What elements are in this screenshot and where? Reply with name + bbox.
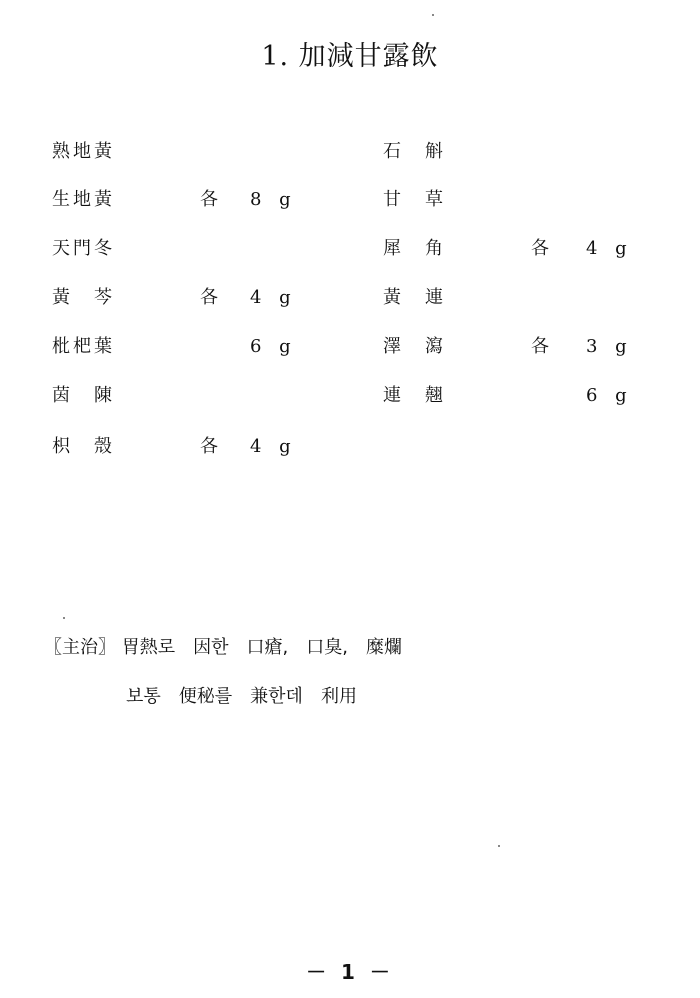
prescription-title: 1. 加減甘露飲	[261, 41, 439, 72]
dose: 3 g	[586, 336, 633, 357]
ingredient-row	[52, 381, 312, 411]
ingredient-row	[383, 381, 643, 411]
ingredient-row	[52, 283, 312, 313]
scan-speck	[432, 14, 434, 16]
ingredient-row	[52, 137, 312, 167]
ingredient-row	[383, 137, 643, 167]
dose: 8 g	[250, 189, 297, 210]
herb-name: 黃 芩	[52, 287, 115, 308]
herb-name: 連 翹	[383, 385, 446, 406]
ingredient-row	[52, 432, 312, 462]
dose: 6 g	[250, 336, 297, 357]
herb-name: 澤 瀉	[383, 336, 446, 357]
ingredient-row	[383, 185, 643, 215]
herb-name: 犀 角	[383, 238, 446, 259]
each-marker: 各	[200, 287, 218, 308]
dose: 4 g	[250, 436, 297, 457]
herb-name: 枇杷葉	[52, 336, 115, 357]
herb-name: 生地黃	[52, 189, 115, 210]
ingredient-row	[383, 234, 643, 264]
each-marker: 各	[200, 189, 218, 210]
dose: 4 g	[586, 238, 633, 259]
ingredient-row	[383, 283, 643, 313]
herb-name: 枳 殼	[52, 436, 115, 457]
each-marker: 各	[531, 238, 549, 259]
herb-name: 黃 連	[383, 287, 446, 308]
indication-line: 보통 便秘를 兼한데 利用	[126, 686, 357, 707]
scan-speck	[63, 617, 65, 619]
dose: 4 g	[250, 287, 297, 308]
herb-name: 茵 陳	[52, 385, 115, 406]
dose: 6 g	[586, 385, 633, 406]
herb-name: 熟地黃	[52, 141, 115, 162]
herb-name: 天門冬	[52, 238, 115, 259]
herb-name: 石 斛	[383, 141, 446, 162]
each-marker: 各	[531, 336, 549, 357]
ingredient-row	[52, 185, 312, 215]
ingredient-row	[52, 332, 312, 362]
page-number: － 1 －	[306, 960, 394, 984]
scan-speck	[498, 845, 500, 847]
ingredient-row	[52, 234, 312, 264]
herb-name: 甘 草	[383, 189, 446, 210]
each-marker: 各	[200, 436, 218, 457]
ingredient-row	[383, 332, 643, 362]
indication-line: 〖主治〗 胃熱로 因한 口瘡, 口臭, 糜爛	[44, 637, 402, 658]
